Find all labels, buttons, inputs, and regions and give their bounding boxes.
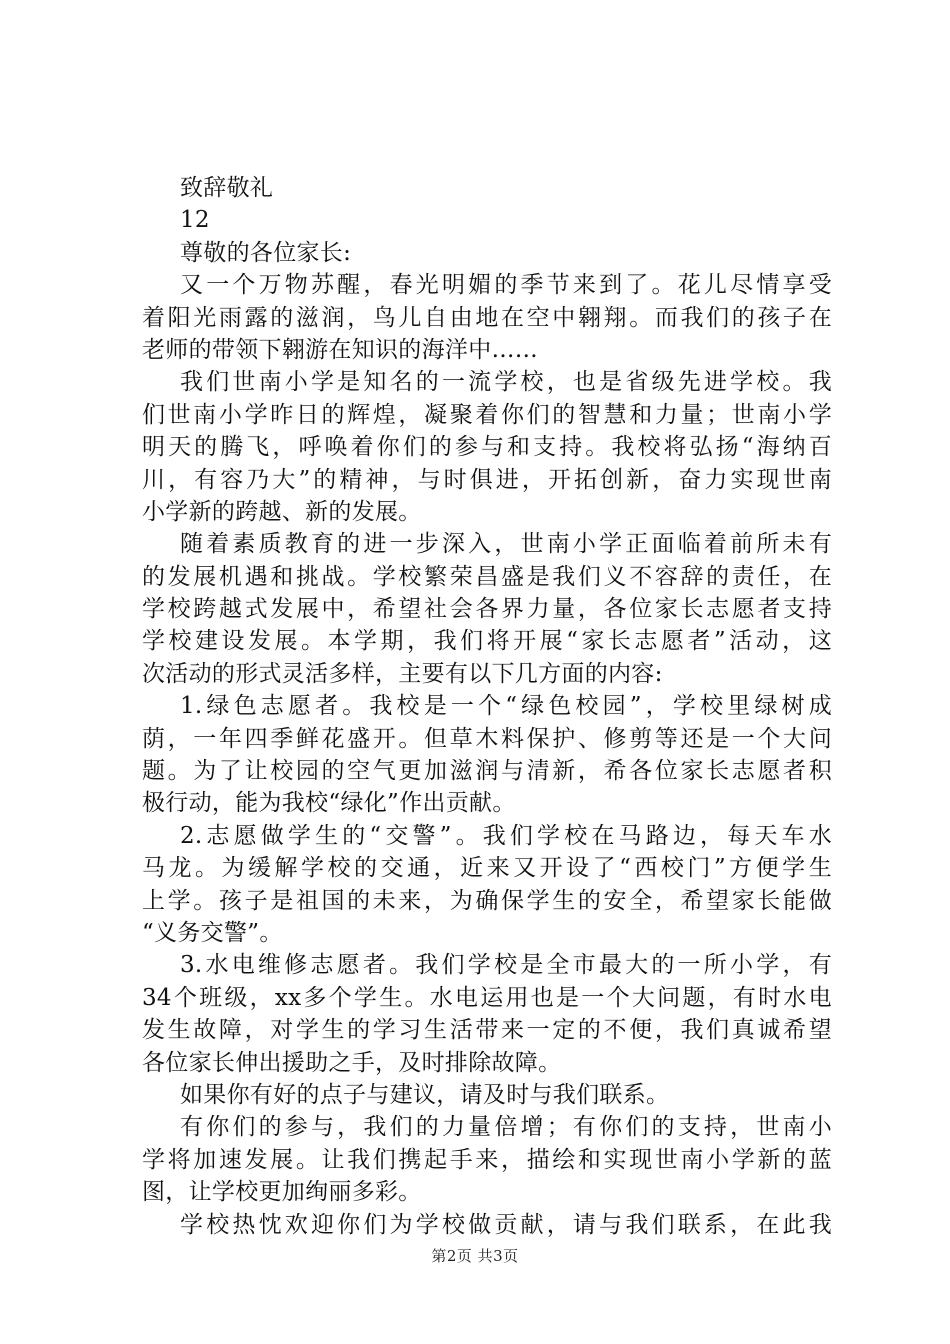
text-line: 老师的带领下翱游在知识的海洋中…… (142, 336, 539, 363)
text-line: “义务交警”。 (142, 919, 283, 946)
text-line: 们世南小学昨日的辉煌，凝聚着你们的智慧和力量；世南小学 (142, 401, 832, 428)
text-line: 着阳光雨露的滋润，鸟儿自由地在空中翱翔。而我们的孩子在 (142, 304, 832, 331)
text-line: 1.绿色志愿者。我校是一个“绿色校园”，学校里绿树成 (180, 693, 832, 720)
text-line: 12 (180, 207, 210, 234)
text-line: 荫，一年四季鲜花盛开。但草木料保护、修剪等还是一个大问 (142, 725, 832, 752)
text-line: 学将加速发展。让我们携起手来，描绘和实现世南小学新的蓝 (142, 1146, 832, 1173)
text-line: 如果你有好的点子与建议，请及时与我们联系。 (180, 1081, 670, 1108)
text-line: 上学。孩子是祖国的未来，为确保学生的安全，希望家长能做 (142, 887, 832, 914)
text-line: 学校建设发展。本学期，我们将开展“家长志愿者”活动，这 (142, 628, 832, 655)
text-line: 随着素质教育的进一步深入，世南小学正面临着前所未有 (180, 531, 832, 558)
text-line: 次活动的形式灵活多样，主要有以下几方面的内容: (142, 660, 663, 687)
text-line: 马龙。为缓解学校的交通，近来又开设了“西校门”方便学生 (142, 855, 832, 882)
text-line: 学校热忱欢迎你们为学校做贡献，请与我们联系，在此我 (180, 1211, 832, 1238)
page-footer: 第2页 共3页 (431, 1247, 519, 1265)
text-line: 川，有容乃大”的精神，与时俱进，开拓创新，奋力实现世南 (142, 466, 832, 493)
text-line: 我们世南小学是知名的一流学校，也是省级先进学校。我 (180, 369, 832, 396)
text-line: 3.水电维修志愿者。我们学校是全市最大的一所小学，有 (180, 952, 832, 979)
text-line: 图，让学校更加绚丽多彩。 (142, 1179, 422, 1206)
document-body (142, 172, 832, 1241)
text-line: 34个班级，xx多个学生。水电运用也是一个大问题，有时水电 (142, 984, 832, 1011)
text-line: 题。为了让校园的空气更加滋润与清新，希各位家长志愿者积 (142, 758, 832, 785)
text-line: 尊敬的各位家长: (180, 239, 352, 266)
text-line: 致辞敬礼 (180, 175, 274, 201)
text-line: 2.志愿做学生的“交警”。我们学校在马路边，每天车水 (180, 822, 832, 849)
text-line: 又一个万物苏醒，春光明媚的季节来到了。花儿尽情享受 (180, 272, 832, 299)
text-line: 有你们的参与，我们的力量倍增；有你们的支持，世南小 (180, 1114, 832, 1141)
text-line: 明天的腾飞，呼唤着你们的参与和支持。我校将弘扬“海纳百 (142, 434, 832, 461)
text-line: 发生故障，对学生的学习生活带来一定的不便，我们真诚希望 (142, 1017, 832, 1044)
text-line: 小学新的跨越、新的发展。 (142, 498, 422, 525)
text-line: 各位家长伸出援助之手，及时排除故障。 (142, 1049, 562, 1076)
text-line: 学校跨越式发展中，希望社会各界力量，各位家长志愿者支持 (142, 596, 832, 623)
text-line: 的发展机遇和挑战。学校繁荣昌盛是我们义不容辞的责任，在 (142, 563, 832, 590)
text-line: 极行动，能为我校“绿化”作出贡献。 (142, 790, 516, 817)
